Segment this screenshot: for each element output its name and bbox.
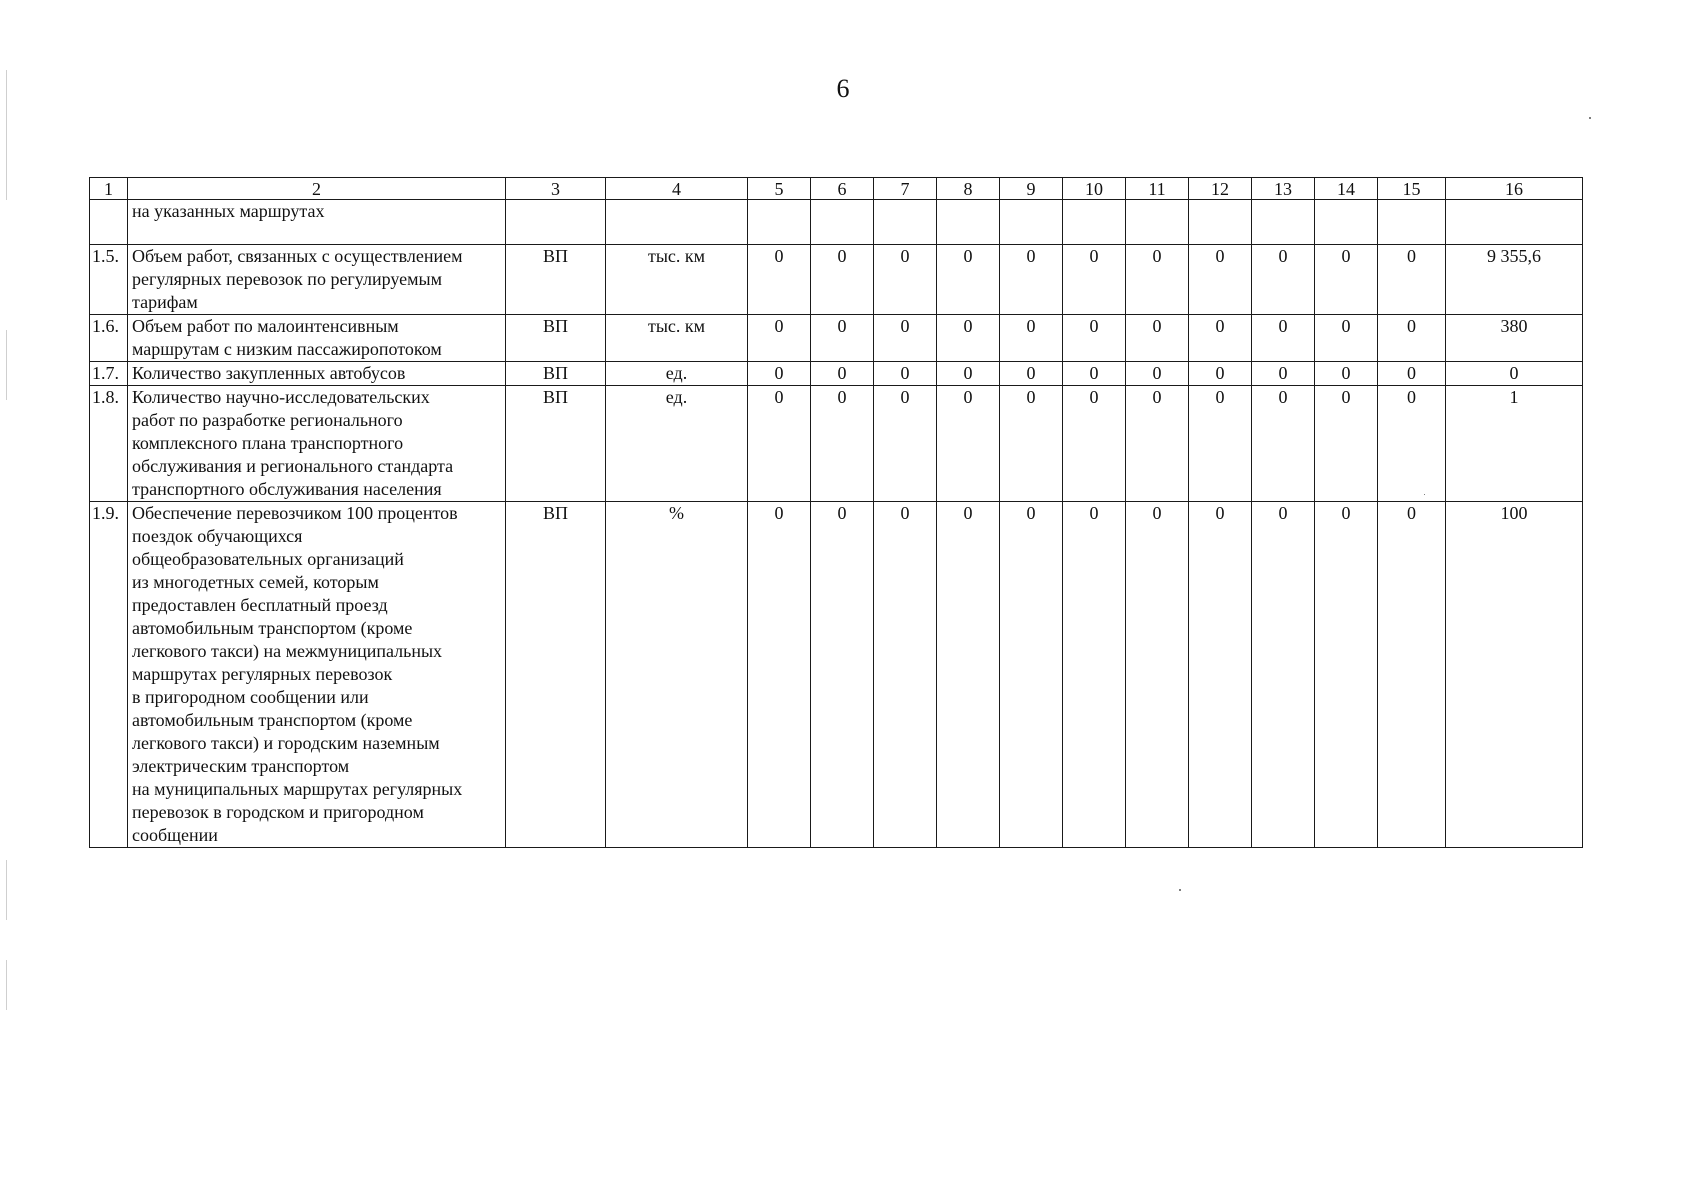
row-number-cell: 1.5. — [90, 245, 128, 315]
column-header: 6 — [811, 178, 874, 200]
value-cell: 0 — [937, 386, 1000, 502]
column-header: 11 — [1126, 178, 1189, 200]
value-cell: 0 — [1189, 362, 1252, 386]
column-header: 2 — [128, 178, 506, 200]
value-cell: 0 — [748, 245, 811, 315]
value-cell: 0 — [1126, 386, 1189, 502]
indicator-type-cell: ВП — [506, 502, 606, 848]
value-cell: 0 — [748, 386, 811, 502]
value-cell — [874, 200, 937, 245]
value-cell: 0 — [1063, 502, 1126, 848]
value-cell: 0 — [937, 502, 1000, 848]
indicator-name-cell: Объем работ по малоинтенсивным маршрутам с низким пассажиропотоком — [128, 315, 506, 362]
value-cell: 0 — [811, 502, 874, 848]
value-cell: 0 — [1378, 502, 1446, 848]
total-value-cell: 380 — [1446, 315, 1583, 362]
indicator-type-cell: ВП — [506, 362, 606, 386]
indicator-name-cell: Обеспечение перевозчиком 100 процентов поездок обучающихся общеобразовательных организаций из многодетных семей, которым предоставлен бесплатный проезд автомобильным транспортом (кроме легкового такси) на межмуниципальных маршрутах регулярных перевозок в пригородном сообщении или автомобильным транспортом (кроме легкового такси) и городским наземным электрическим транспортом на муниципальных маршрутах регулярных перевозок в городском и пригородном сообщении — [128, 502, 506, 848]
value-cell: 0 — [874, 502, 937, 848]
column-header: 3 — [506, 178, 606, 200]
row-number-cell: 1.8. — [90, 386, 128, 502]
value-cell — [748, 200, 811, 245]
total-value-cell — [1446, 200, 1583, 245]
value-cell: 0 — [1315, 362, 1378, 386]
value-cell: 0 — [1252, 315, 1315, 362]
indicator-name-cell: Объем работ, связанных с осуществлением регулярных перевозок по регулируемым тарифам — [128, 245, 506, 315]
value-cell — [1252, 200, 1315, 245]
margin-speck — [6, 860, 7, 920]
table-row — [90, 362, 1583, 386]
column-header: 5 — [748, 178, 811, 200]
value-cell: 0 — [1189, 386, 1252, 502]
value-cell — [1063, 200, 1126, 245]
value-cell — [1315, 200, 1378, 245]
value-cell: 0 — [1189, 502, 1252, 848]
table-row — [90, 386, 1583, 502]
column-header: 15 — [1378, 178, 1446, 200]
total-value-cell: 1 — [1446, 386, 1583, 502]
column-header: 1 — [90, 178, 128, 200]
margin-speck — [6, 70, 7, 200]
column-header: 16 — [1446, 178, 1583, 200]
value-cell: 0 — [874, 386, 937, 502]
value-cell — [1000, 200, 1063, 245]
value-cell: 0 — [811, 315, 874, 362]
value-cell: 0 — [874, 245, 937, 315]
value-cell: 0 — [1252, 362, 1315, 386]
table-row — [90, 245, 1583, 315]
row-number-cell: 1.9. — [90, 502, 128, 848]
value-cell: 0 — [1000, 315, 1063, 362]
table-header-row — [90, 178, 1583, 200]
margin-speck — [6, 330, 7, 400]
value-cell: 0 — [1000, 502, 1063, 848]
column-header: 7 — [874, 178, 937, 200]
value-cell: 0 — [748, 502, 811, 848]
value-cell: 0 — [811, 245, 874, 315]
value-cell: 0 — [937, 245, 1000, 315]
column-header: 13 — [1252, 178, 1315, 200]
scan-dot — [1424, 494, 1425, 495]
value-cell: 0 — [748, 362, 811, 386]
value-cell: 0 — [874, 315, 937, 362]
indicator-name-cell: Количество закупленных автобусов — [128, 362, 506, 386]
value-cell: 0 — [1315, 386, 1378, 502]
unit-cell: ед. — [606, 386, 748, 502]
page-number: 6 — [836, 74, 850, 103]
value-cell: 0 — [1063, 315, 1126, 362]
value-cell — [811, 200, 874, 245]
value-cell — [1378, 200, 1446, 245]
value-cell — [1189, 200, 1252, 245]
value-cell: 0 — [1378, 362, 1446, 386]
value-cell: 0 — [1189, 245, 1252, 315]
indicator-type-cell: ВП — [506, 245, 606, 315]
column-header: 4 — [606, 178, 748, 200]
value-cell: 0 — [1126, 315, 1189, 362]
value-cell: 0 — [1126, 502, 1189, 848]
value-cell: 0 — [811, 362, 874, 386]
row-number-cell: 1.6. — [90, 315, 128, 362]
value-cell: 0 — [748, 315, 811, 362]
value-cell: 0 — [811, 386, 874, 502]
table-row — [90, 315, 1583, 362]
value-cell: 0 — [1000, 245, 1063, 315]
value-cell: 0 — [1000, 386, 1063, 502]
value-cell: 0 — [1252, 386, 1315, 502]
total-value-cell: 9 355,6 — [1446, 245, 1583, 315]
value-cell: 0 — [937, 362, 1000, 386]
table-body — [90, 178, 1583, 848]
total-value-cell: 0 — [1446, 362, 1583, 386]
unit-cell: тыс. км — [606, 315, 748, 362]
value-cell: 0 — [1378, 386, 1446, 502]
value-cell: 0 — [1315, 315, 1378, 362]
column-header: 8 — [937, 178, 1000, 200]
value-cell — [937, 200, 1000, 245]
column-header: 10 — [1063, 178, 1126, 200]
unit-cell: % — [606, 502, 748, 848]
indicator-name-cell: Количество научно-исследовательских работ по разработке регионального комплексного плана транспортного обслуживания и регионального стандарта транспортного обслуживания населения — [128, 386, 506, 502]
indicator-table-container — [89, 177, 1583, 848]
column-header: 12 — [1189, 178, 1252, 200]
value-cell — [1126, 200, 1189, 245]
value-cell: 0 — [1063, 362, 1126, 386]
scan-dot — [1589, 117, 1591, 119]
value-cell: 0 — [1000, 362, 1063, 386]
value-cell: 0 — [1126, 362, 1189, 386]
indicator-type-cell — [506, 200, 606, 245]
value-cell: 0 — [1315, 245, 1378, 315]
column-header: 14 — [1315, 178, 1378, 200]
row-number-cell — [90, 200, 128, 245]
indicator-table — [89, 177, 1583, 848]
unit-cell: тыс. км — [606, 245, 748, 315]
total-value-cell: 100 — [1446, 502, 1583, 848]
value-cell: 0 — [1252, 502, 1315, 848]
value-cell: 0 — [1252, 245, 1315, 315]
indicator-name-cell: на указанных маршрутах — [128, 200, 506, 245]
table-row — [90, 200, 1583, 245]
unit-cell: ед. — [606, 362, 748, 386]
indicator-type-cell: ВП — [506, 315, 606, 362]
value-cell: 0 — [874, 362, 937, 386]
unit-cell — [606, 200, 748, 245]
value-cell: 0 — [1126, 245, 1189, 315]
value-cell: 0 — [1378, 315, 1446, 362]
scan-dot — [1179, 889, 1181, 891]
indicator-type-cell: ВП — [506, 386, 606, 502]
table-row — [90, 502, 1583, 848]
value-cell: 0 — [1063, 245, 1126, 315]
value-cell: 0 — [937, 315, 1000, 362]
value-cell: 0 — [1315, 502, 1378, 848]
column-header: 9 — [1000, 178, 1063, 200]
margin-speck — [6, 960, 7, 1010]
row-number-cell: 1.7. — [90, 362, 128, 386]
value-cell: 0 — [1189, 315, 1252, 362]
value-cell: 0 — [1378, 245, 1446, 315]
value-cell: 0 — [1063, 386, 1126, 502]
